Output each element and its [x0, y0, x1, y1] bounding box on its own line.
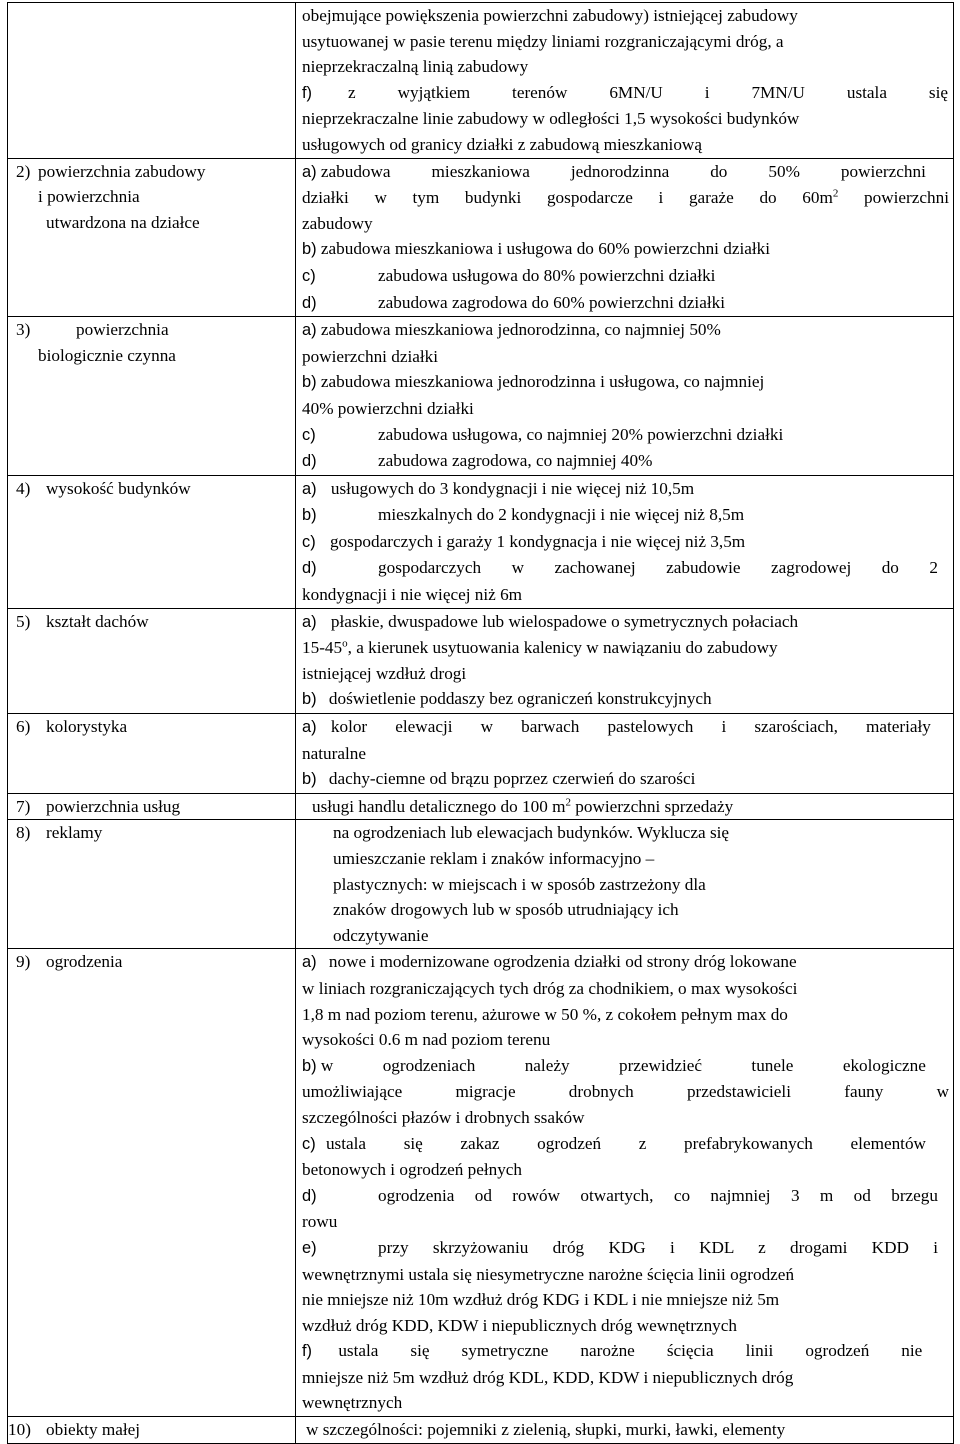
text-line: nie mniejsze niż 10m wzdłuż dróg KDG i KDL i nie mniejsze niż 5m [302, 1290, 780, 1310]
text-line: zabudowa usługowa do 80% powierzchni działki [378, 265, 716, 285]
item-marker: c) [302, 532, 316, 551]
label-line: kolorystyka [46, 717, 128, 737]
text-line: znaków drogowych lub w sposób utrudniający ich [333, 900, 679, 920]
item-marker: b) [302, 1056, 317, 1075]
text-line: ustala się zakaz ogrodzeń z prefabrykowanych elementów [325, 1133, 926, 1153]
text-line: zabudowy [302, 213, 373, 233]
text-line: 15-45 [302, 638, 343, 658]
text-line: zabudowa mieszkaniowa jednorodzinna i usługowa, co najmniej [320, 372, 765, 392]
text-line: usługowych do 3 kondygnacji i nie więcej niż 10,5m [330, 478, 695, 498]
row-label-empty [8, 3, 296, 159]
text-line: doświetlenie poddaszy bez ograniczeń konstrukcyjnych [328, 689, 712, 709]
text-line: plastycznych: w miejscach i w sposób zastrzeżony dla [333, 874, 706, 894]
item-marker: a) [302, 612, 317, 631]
row-content [296, 3, 954, 159]
item-marker: c) [302, 425, 316, 444]
row-content [296, 608, 954, 713]
row-number: 7) [16, 796, 31, 816]
text-line: powierzchni sprzedaży [570, 796, 734, 816]
text-line: ustala się symetryczne narożne ścięcia linii ogrodzeń nie [338, 1341, 923, 1361]
table-row [8, 317, 954, 476]
text-line: gospodarczych i garaży 1 kondygnacja i nie więcej niż 3,5m [329, 531, 746, 551]
text-line: 1,8 m nad poziom terenu, ażurowe w 50 %, z cokołem pełnym max do [302, 1004, 788, 1024]
label-line: utwardzona na działce [46, 212, 200, 232]
text-line: zabudowa mieszkaniowa jednorodzinna, co najmniej 50% [320, 320, 721, 340]
text-line: nieprzekraczalne linie zabudowy w odległości 1,5 wysokości budynków [302, 109, 800, 129]
text-line: istniejącej wzdłuż drogi [302, 663, 467, 683]
row-content [296, 158, 954, 317]
label-line: ogrodzenia [46, 952, 123, 972]
text-line: płaskie, dwuspadowe lub wielospadowe o symetrycznych połaciach [330, 611, 799, 631]
regulations-table [7, 2, 954, 1444]
item-marker: f) [302, 83, 313, 102]
text-line: wewnętrznych [302, 1393, 403, 1413]
item-marker: b) [302, 690, 317, 709]
row-label [8, 317, 296, 476]
table-row [8, 793, 954, 820]
text-line: naturalne [302, 743, 366, 763]
text-line: gospodarczych w zachowanej zabudowie zagrodowej do 2 [378, 558, 938, 578]
item-marker: a) [302, 162, 317, 181]
row-number: 10) [8, 1420, 31, 1440]
label-line: powierzchnia zabudowy [38, 161, 206, 181]
row-number: 2) [16, 161, 31, 181]
text-line: kolor elewacji w barwach pastelowych i szarościach, materiały [330, 717, 931, 737]
row-label [8, 475, 296, 608]
label-line: kształt dachów [46, 611, 149, 631]
table-row [8, 608, 954, 713]
label-line: i powierzchnia [38, 187, 140, 207]
label-line: powierzchnia [76, 320, 169, 340]
item-marker: a) [302, 718, 317, 737]
table-row [8, 1417, 954, 1444]
item-marker: e) [302, 1238, 317, 1257]
text-line: wewnętrznymi ustala się niesymetryczne narożne ścięcia linii ogrodzeń [302, 1264, 795, 1284]
item-marker: b) [302, 373, 317, 392]
text-line: mniejsze niż 5m wzdłuż dróg KDL, KDD, KDW i niepublicznych dróg [302, 1367, 794, 1387]
text-line: nieprzekraczalną linią zabudowy [302, 57, 529, 77]
text-line: usługowych od granicy działki z zabudową mieszkaniową [302, 134, 702, 154]
text-line: w szczególności: pojemniki z zielenią, słupki, murki, ławki, elementy [306, 1420, 786, 1440]
text-line: dachy-ciemne od brązu poprzez czerwień do szarości [328, 769, 696, 789]
item-marker: d) [302, 1186, 317, 1205]
row-label [8, 608, 296, 713]
label-line: obiekty małej [46, 1420, 141, 1440]
table-row [8, 949, 954, 1417]
item-marker: d) [302, 559, 317, 578]
text-line: zabudowa zagrodowa do 60% powierzchni działki [378, 292, 725, 312]
row-content [296, 793, 954, 820]
label-line: wysokość budynków [46, 478, 191, 498]
superscript: 2 [832, 187, 839, 200]
item-marker: a) [302, 321, 317, 340]
item-marker: b) [302, 770, 317, 789]
row-number: 4) [16, 478, 31, 498]
row-content [296, 714, 954, 794]
text-line: , a kierunek usytuowania kalenicy w nawiązaniu do zabudowy [347, 638, 778, 658]
label-line: reklamy [46, 823, 103, 843]
text-line: wysokości 0.6 m nad poziom terenu [302, 1030, 551, 1050]
text-line: nowe i modernizowane ogrodzenia działki od strony dróg lokowane [328, 952, 797, 972]
row-content [296, 949, 954, 1417]
item-marker: a) [302, 953, 317, 972]
item-marker: b) [302, 240, 317, 259]
item-marker: d) [302, 452, 317, 471]
text-line: 40% powierzchni działki [302, 398, 474, 418]
table-row [8, 820, 954, 949]
text-line: z wyjątkiem terenów 6MN/U i 7MN/U ustala się [348, 82, 948, 102]
table-row [8, 3, 954, 159]
row-label [8, 714, 296, 794]
row-label [8, 158, 296, 317]
text-line: umożliwiające migracje drobnych przedstawicieli fauny w [302, 1082, 949, 1102]
row-number: 6) [16, 717, 31, 737]
row-label [8, 1417, 296, 1444]
row-content [296, 475, 954, 608]
label-line: biologicznie czynna [38, 345, 176, 365]
text-line: zabudowa mieszkaniowa jednorodzinna do 50% powierzchni [320, 161, 926, 181]
text-line: rowu [302, 1212, 338, 1232]
text-line: zabudowa mieszkaniowa i usługowa do 60% powierzchni działki [320, 239, 771, 259]
text-line: powierzchni [838, 188, 949, 208]
item-marker: f) [302, 1342, 313, 1361]
table-row [8, 158, 954, 317]
text-line: w ogrodzeniach należy przewidzieć tunele ekologiczne [320, 1055, 926, 1075]
item-marker: c) [302, 1134, 316, 1153]
text-line: kondygnacji i nie więcej niż 6m [302, 585, 523, 605]
text-line: szczególności płazów i drobnych ssaków [302, 1107, 585, 1127]
item-marker: d) [302, 293, 317, 312]
text-line: mieszkalnych do 2 kondygnacji i nie więcej niż 8,5m [378, 505, 745, 525]
text-line: odczytywanie [333, 925, 429, 945]
table-row [8, 475, 954, 608]
row-number: 5) [16, 611, 31, 631]
item-marker: c) [302, 266, 316, 285]
item-marker: b) [302, 506, 317, 525]
row-content [296, 317, 954, 476]
text-line: w liniach rozgraniczających tych dróg za chodnikiem, o max wysokości [302, 978, 798, 998]
text-line: umieszczanie reklam i znaków informacyjno – [333, 849, 655, 868]
row-content [296, 820, 954, 949]
superscript: 2 [565, 796, 571, 809]
text-line: obejmujące powiększenia powierzchni zabudowy) istniejącej zabudowy [302, 6, 798, 25]
text-line: na ogrodzeniach lub elewacjach budynków. Wyklucza się [333, 823, 730, 843]
text-line: działki w tym budynki gospodarcze i garaże do 60m [302, 188, 833, 208]
row-number: 8) [16, 823, 31, 843]
row-content [296, 1417, 954, 1444]
label-line: powierzchnia usług [46, 796, 181, 816]
row-number: 3) [16, 320, 31, 340]
text-line: zabudowa zagrodowa, co najmniej 40% [378, 451, 653, 471]
text-line: ogrodzenia od rowów otwartych, co najmniej 3 m od brzegu [378, 1185, 938, 1205]
row-label [8, 793, 296, 820]
row-number: 9) [16, 952, 31, 972]
text-line: usytuowanej w pasie terenu między liniami rozgraniczającymi dróg, a [302, 31, 784, 51]
row-label [8, 949, 296, 1417]
text-line: przy skrzyżowaniu dróg KDG i KDL z drogami KDD i [378, 1237, 938, 1257]
superscript: o [342, 637, 348, 650]
table-row [8, 714, 954, 794]
row-label [8, 820, 296, 949]
text-line: wzdłuż dróg KDD, KDW i niepublicznych dróg wewnętrznych [302, 1315, 737, 1335]
text-line: betonowych i ogrodzeń pełnych [302, 1160, 523, 1180]
item-marker: a) [302, 479, 317, 498]
text-line: zabudowa usługowa, co najmniej 20% powierzchni działki [378, 424, 784, 444]
text-line: powierzchni działki [302, 346, 439, 366]
text-line: usługi handlu detalicznego do 100 m [312, 796, 566, 816]
